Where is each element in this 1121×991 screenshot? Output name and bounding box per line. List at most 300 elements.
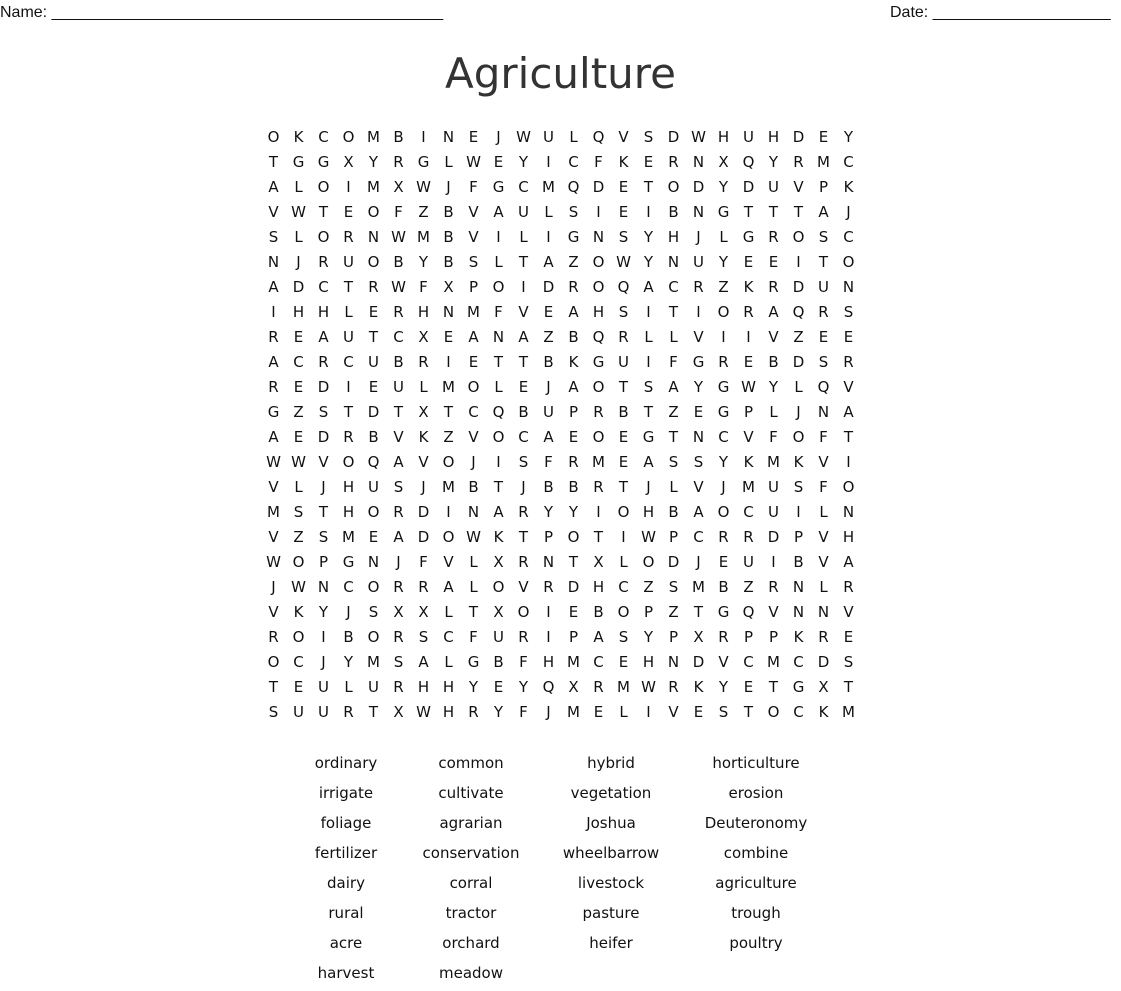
grid-letter: T [618,377,629,396]
date-field[interactable]: Date: ____________________ [890,4,1111,21]
grid-letter: R [843,352,854,371]
grid-letter: E [368,302,379,321]
grid-letter: R [268,327,279,346]
grid-letter: R [393,502,404,521]
grid-letter: P [543,527,554,546]
grid-letter: J [546,702,551,721]
grid-letter: X [418,402,429,421]
grid-letter: F [469,627,478,646]
grid-letter: K [743,452,754,471]
name-field[interactable]: Name: ____________________________________________ [0,4,444,21]
grid-letter: Z [543,327,554,346]
grid-letter: Y [718,252,729,271]
grid-letter: I [346,377,351,396]
grid-letter: U [818,277,829,296]
grid-letter: R [393,577,404,596]
grid-letter: M [567,652,580,671]
grid-row [261,474,861,499]
grid-letter: U [743,127,754,146]
grid-letter: L [294,177,303,196]
grid-letter: J [446,177,451,196]
word-list-item: irrigate [318,784,374,802]
grid-letter: O [667,177,680,196]
grid-letter: W [616,252,631,271]
grid-letter: R [393,152,404,171]
grid-letter: A [518,327,529,346]
grid-letter: N [842,502,855,521]
grid-letter: B [618,402,629,421]
grid-letter: P [468,277,479,296]
grid-letter: U [393,377,404,396]
grid-letter: E [543,302,554,321]
grid-letter: P [668,527,679,546]
grid-letter: D [592,177,605,196]
word-list-item: common [438,754,504,772]
grid-letter: O [617,602,630,621]
grid-letter: J [721,477,726,496]
grid-letter: R [543,577,554,596]
grid-row [261,149,861,174]
grid-letter: B [543,352,554,371]
word-list-item: cultivate [438,784,504,802]
grid-letter: X [493,602,504,621]
grid-letter: G [292,152,305,171]
grid-letter: O [792,427,805,446]
grid-letter: Q [617,277,630,296]
grid-letter: T [743,702,754,721]
grid-letter: R [393,302,404,321]
grid-letter: U [768,177,779,196]
grid-letter: Y [418,252,429,271]
grid-row [261,449,861,474]
grid-letter: A [268,177,279,196]
grid-letter: C [743,502,754,521]
grid-letter: S [618,227,629,246]
grid-letter: V [518,577,529,596]
grid-letter: F [469,177,478,196]
grid-letter: W [466,527,481,546]
grid-letter: N [792,602,805,621]
grid-letter: M [467,302,480,321]
grid-letter: P [568,402,579,421]
grid-letter: H [767,127,780,146]
grid-letter: L [644,327,653,346]
grid-letter: R [593,677,604,696]
grid-letter: D [817,652,830,671]
grid-letter: B [793,552,804,571]
grid-letter: B [568,327,579,346]
grid-row [261,374,861,399]
grid-letter: R [718,527,729,546]
word-list-item: acre [329,934,363,952]
grid-letter: G [717,402,730,421]
grid-letter: O [842,252,855,271]
grid-letter: A [468,327,479,346]
grid-letter: T [493,477,504,496]
grid-letter: T [668,302,679,321]
grid-letter: E [368,377,379,396]
grid-letter: S [643,377,654,396]
grid-letter: V [418,452,429,471]
grid-letter: E [618,427,629,446]
grid-letter: M [742,477,755,496]
grid-letter: S [643,127,654,146]
grid-letter: M [842,702,855,721]
grid-letter: C [393,327,404,346]
grid-letter: J [321,652,326,671]
grid-letter: T [518,352,529,371]
grid-letter: W [391,227,406,246]
grid-letter: R [343,427,354,446]
grid-letter: V [718,652,729,671]
grid-letter: P [768,627,779,646]
grid-letter: O [442,527,455,546]
grid-letter: E [518,377,529,396]
grid-letter: Z [293,527,304,546]
grid-letter: E [293,377,304,396]
grid-letter: V [693,477,704,496]
grid-row [261,599,861,624]
grid-letter: O [717,502,730,521]
grid-letter: U [368,352,379,371]
grid-letter: W [641,527,656,546]
grid-letter: E [368,527,379,546]
word-list-item: horticulture [712,754,800,772]
grid-letter: V [468,202,479,221]
grid-letter: A [318,327,329,346]
grid-letter: V [268,202,279,221]
grid-letter: E [768,252,779,271]
grid-letter: E [718,552,729,571]
grid-letter: F [394,202,403,221]
grid-letter: J [696,227,701,246]
grid-letter: U [318,677,329,696]
grid-letter: U [543,402,554,421]
grid-letter: V [268,527,279,546]
grid-letter: E [568,427,579,446]
grid-letter: D [542,277,555,296]
grid-letter: P [743,402,754,421]
grid-letter: R [618,327,629,346]
grid-letter: U [493,627,504,646]
grid-letter: P [643,602,654,621]
grid-letter: P [568,627,579,646]
grid-letter: I [721,327,726,346]
grid-letter: S [668,577,679,596]
grid-letter: E [618,202,629,221]
grid-letter: V [518,302,529,321]
word-list-item: fertilizer [314,844,378,862]
grid-row [261,199,861,224]
grid-letter: J [296,252,301,271]
grid-letter: T [268,677,279,696]
grid-letter: B [443,202,454,221]
grid-letter: G [267,402,280,421]
grid-row [261,699,861,724]
grid-letter: Y [693,377,704,396]
grid-letter: E [293,677,304,696]
grid-letter: I [771,552,776,571]
grid-letter: E [468,352,479,371]
grid-letter: T [493,352,504,371]
grid-letter: N [667,252,680,271]
grid-letter: E [643,152,654,171]
grid-letter: Q [592,327,605,346]
grid-row [261,349,861,374]
grid-letter: C [843,227,854,246]
grid-letter: Y [768,152,779,171]
grid-letter: C [468,402,479,421]
grid-letter: M [367,177,380,196]
grid-letter: L [719,227,728,246]
grid-letter: L [494,252,503,271]
grid-letter: R [268,377,279,396]
grid-letter: A [268,352,279,371]
grid-letter: I [546,152,551,171]
grid-letter: S [393,477,404,496]
grid-letter: B [518,402,529,421]
grid-letter: B [468,477,479,496]
grid-letter: X [718,152,729,171]
grid-letter: W [291,452,306,471]
grid-letter: K [818,702,829,721]
grid-letter: T [818,252,829,271]
grid-letter: R [393,677,404,696]
grid-letter: C [593,652,604,671]
grid-letter: R [468,702,479,721]
grid-letter: N [367,552,380,571]
grid-letter: R [693,277,704,296]
grid-letter: N [592,227,605,246]
grid-letter: I [621,527,626,546]
grid-letter: U [343,327,354,346]
grid-letter: G [792,677,805,696]
grid-letter: T [468,602,479,621]
grid-letter: A [568,377,579,396]
grid-letter: S [818,352,829,371]
grid-letter: H [342,477,355,496]
grid-letter: H [642,652,655,671]
grid-letter: A [418,652,429,671]
grid-letter: Q [817,377,830,396]
grid-letter: K [418,427,429,446]
grid-letter: N [492,327,505,346]
grid-letter: O [442,452,455,471]
grid-letter: Y [343,652,354,671]
word-list-item: erosion [728,784,784,802]
grid-letter: A [568,302,579,321]
grid-letter: D [692,177,705,196]
grid-letter: Q [742,602,755,621]
grid-letter: W [741,377,756,396]
grid-letter: Y [318,602,329,621]
grid-letter: J [646,477,651,496]
grid-letter: S [793,477,804,496]
grid-letter: A [543,252,554,271]
grid-letter: T [618,477,629,496]
grid-letter: D [367,402,380,421]
grid-letter: H [667,227,680,246]
grid-letter: R [843,577,854,596]
grid-letter: D [317,377,330,396]
grid-letter: A [393,452,404,471]
grid-letter: M [617,677,630,696]
grid-letter: X [393,702,404,721]
grid-letter: A [268,427,279,446]
grid-letter: B [593,602,604,621]
grid-letter: R [318,252,329,271]
grid-letter: E [818,327,829,346]
word-list-item: vegetation [570,784,652,802]
grid-letter: N [692,152,705,171]
grid-letter: Z [418,202,429,221]
grid-letter: D [567,577,580,596]
grid-letter: A [393,527,404,546]
grid-letter: T [693,602,704,621]
grid-letter: B [668,502,679,521]
grid-letter: H [592,302,605,321]
grid-letter: Z [793,327,804,346]
grid-letter: P [318,552,329,571]
grid-letter: V [818,552,829,571]
grid-row [261,399,861,424]
grid-letter: R [518,552,529,571]
word-list-item: tractor [445,904,497,922]
grid-letter: O [592,252,605,271]
grid-letter: O [367,577,380,596]
grid-letter: G [717,377,730,396]
grid-letter: I [746,327,751,346]
grid-letter: Y [718,677,729,696]
grid-letter: O [292,627,305,646]
grid-letter: A [843,552,854,571]
grid-letter: T [318,202,329,221]
grid-row [261,249,861,274]
grid-letter: N [692,427,705,446]
grid-letter: W [291,202,306,221]
grid-letter: S [468,252,479,271]
grid-letter: Y [518,677,529,696]
grid-letter: G [592,352,605,371]
grid-letter: S [318,527,329,546]
grid-letter: U [368,677,379,696]
grid-letter: B [768,352,779,371]
grid-letter: I [321,627,326,646]
grid-letter: O [467,377,480,396]
grid-letter: V [768,327,779,346]
grid-letter: N [792,577,805,596]
grid-row [261,624,861,649]
grid-letter: M [417,227,430,246]
grid-letter: G [417,152,430,171]
grid-letter: J [796,402,801,421]
grid-letter: D [417,502,430,521]
grid-letter: W [416,702,431,721]
grid-letter: S [843,302,854,321]
grid-letter: V [768,602,779,621]
grid-letter: T [518,252,529,271]
grid-letter: C [518,427,529,446]
grid-letter: K [293,602,304,621]
grid-letter: I [646,302,651,321]
grid-letter: T [743,202,754,221]
grid-letter: A [768,302,779,321]
grid-letter: E [843,627,854,646]
grid-letter: H [417,302,430,321]
grid-letter: N [692,202,705,221]
grid-letter: C [718,427,729,446]
grid-letter: E [343,202,354,221]
grid-letter: I [646,702,651,721]
grid-letter: C [793,652,804,671]
grid-letter: J [546,377,551,396]
grid-letter: O [492,277,505,296]
grid-letter: Y [643,227,654,246]
grid-letter: G [317,152,330,171]
grid-letter: W [291,577,306,596]
grid-letter: L [544,202,553,221]
grid-letter: M [367,127,380,146]
grid-letter: I [546,627,551,646]
grid-letter: V [318,452,329,471]
grid-letter: I [596,502,601,521]
grid-letter: P [668,627,679,646]
grid-letter: Z [443,427,454,446]
grid-letter: N [317,577,330,596]
grid-letter: I [646,352,651,371]
grid-letter: A [693,502,704,521]
grid-letter: S [843,652,854,671]
grid-letter: Y [543,502,554,521]
grid-letter: T [343,402,354,421]
grid-letter: X [568,677,579,696]
grid-letter: S [368,602,379,621]
grid-letter: W [641,677,656,696]
grid-letter: T [318,502,329,521]
grid-letter: X [343,152,354,171]
grid-letter: F [519,702,528,721]
grid-letter: N [267,252,280,271]
grid-letter: C [668,277,679,296]
grid-letter: K [568,352,579,371]
grid-letter: A [493,202,504,221]
grid-letter: N [467,502,480,521]
grid-letter: R [593,402,604,421]
grid-letter: H [642,502,655,521]
grid-letter: H [542,652,555,671]
grid-letter: C [318,127,329,146]
grid-letter: U [293,702,304,721]
grid-letter: R [418,352,429,371]
grid-letter: E [818,127,829,146]
grid-letter: M [767,452,780,471]
grid-letter: L [444,652,453,671]
grid-letter: L [344,302,353,321]
grid-letter: X [818,677,829,696]
grid-letter: G [467,652,480,671]
grid-letter: I [446,352,451,371]
grid-letter: P [818,177,829,196]
grid-letter: G [717,202,730,221]
grid-letter: D [667,127,680,146]
grid-letter: Y [768,377,779,396]
grid-letter: Q [542,677,555,696]
grid-letter: C [318,277,329,296]
grid-letter: U [618,352,629,371]
grid-letter: B [393,127,404,146]
grid-letter: G [642,427,655,446]
grid-letter: W [266,552,281,571]
